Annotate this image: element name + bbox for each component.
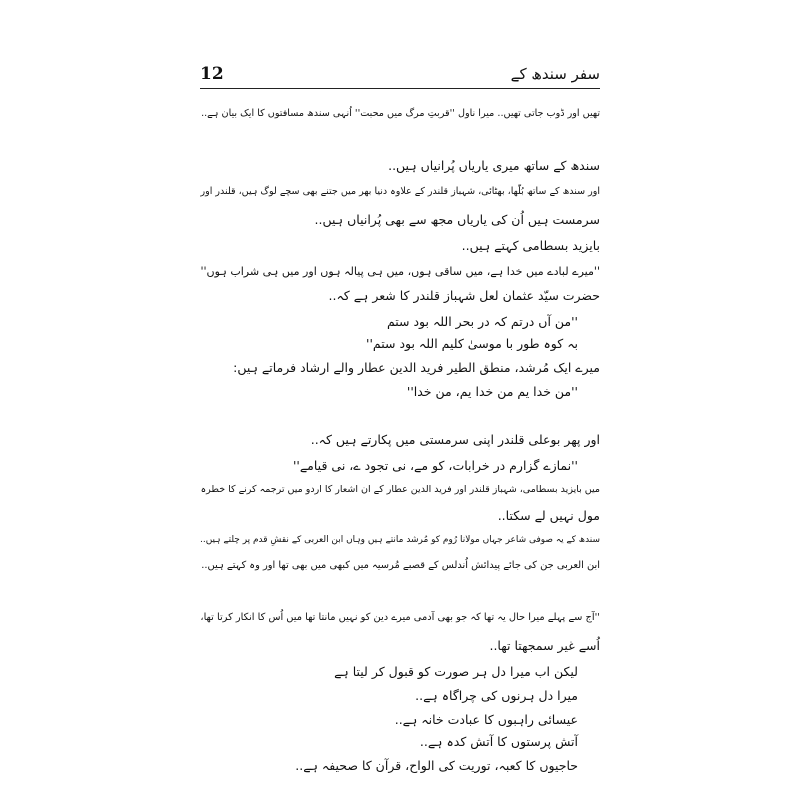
verse-line: بہ کوہ طور با موسیٰ کلیم اللہ بود ستم'': [366, 336, 578, 351]
page-number: 12: [200, 64, 224, 84]
text-line: اور پھر بوعلی قلندر اپنی سرمستی میں پکارتے ہیں کہ..: [310, 432, 600, 447]
text-line: اور سندھ کے ساتھ بُلّھا، بھٹائی، شہباز قلندر کے علاوہ دنیا بھر میں جتنے بھی سچے لوگ ہیں، قلندر اور: [200, 186, 600, 197]
text-line: مول نہیں لے سکتا..: [497, 508, 600, 523]
header-rule: [200, 88, 600, 89]
text-line: تھیں اور ڈوب جاتی تھیں.. میرا ناول ''قربتِ مرگ میں محبت'' اُنہی سندھ مسافتوں کا ایک بیان ہے..: [201, 108, 600, 119]
verse-line: ''من خدا یم من خدا یم، من خدا'': [406, 384, 578, 399]
verse-line: عیسائی راہبوں کا عبادت خانہ ہے..: [394, 712, 578, 727]
text-line: میرے ایک مُرشد، منطق الطیر فرید الدین عطار والے ارشاد فرماتے ہیں:: [233, 360, 600, 375]
text-line: اُسے غیر سمجھتا تھا..: [489, 638, 600, 653]
verse-line: ''نمازے گزارم در خرابات، کو مے، نی تجود ے، نی قیامے'': [292, 458, 578, 473]
text-line: بایزید بسطامی کہتے ہیں..: [461, 238, 600, 253]
page-header: [200, 62, 600, 86]
verse-line: لیکن اب میرا دل ہر صورت کو قبول کر لیتا ہے: [334, 664, 578, 679]
running-title: سفر سندھ کے: [510, 65, 600, 83]
text-line: ابن العربی جن کی جائے پیدائش اُندلس کے قصبے مُرسیہ میں کبھی میں بھی تھا اور وہ کہتے ہیں..: [201, 560, 600, 571]
text-line: ''میرے لبادے میں خدا ہے، میں ساقی ہوں، میں ہی پیالہ ہوں اور میں ہی شراب ہوں'': [200, 265, 600, 278]
verse-line: آتش پرستوں کا آتش کدہ ہے..: [419, 734, 578, 749]
text-line: سندھ کے یہ صوفی شاعر جہاں مولانا رُوم کو مُرشد مانتے ہیں وہاں ابن العربی کے نقشِ قدم پر چلتے ہیں..: [200, 535, 600, 545]
text-line: میں بایزید بسطامی، شہباز قلندر اور فرید الدین عطار کے ان اشعار کا اردو میں ترجمہ کرنے کا خطرہ: [200, 484, 600, 495]
text-line: حضرت سیّد عثمان لعل شہباز قلندر کا شعر ہے کہ..: [328, 288, 600, 303]
verse-line: ''من آں درتم کہ در بحر اللہ بود ستم: [386, 314, 578, 329]
verse-line: حاجیوں کا کعبہ، توریت کی الواح، قرآن کا صحیفہ ہے..: [295, 758, 578, 773]
text-line: ''آج سے پہلے میرا حال یہ تھا کہ جو بھی آدمی میرے دین کو نہیں مانتا تھا میں اُس کا انکار کرتا تھا،: [200, 612, 600, 623]
verse-line: میرا دل ہرنوں کی چراگاہ ہے..: [415, 688, 578, 703]
text-line: سندھ کے ساتھ میری یاریاں پُرانیاں ہیں..: [388, 158, 600, 173]
text-line: سرمست ہیں اُن کی یاریاں مجھ سے بھی پُرانیاں ہیں..: [314, 212, 600, 227]
